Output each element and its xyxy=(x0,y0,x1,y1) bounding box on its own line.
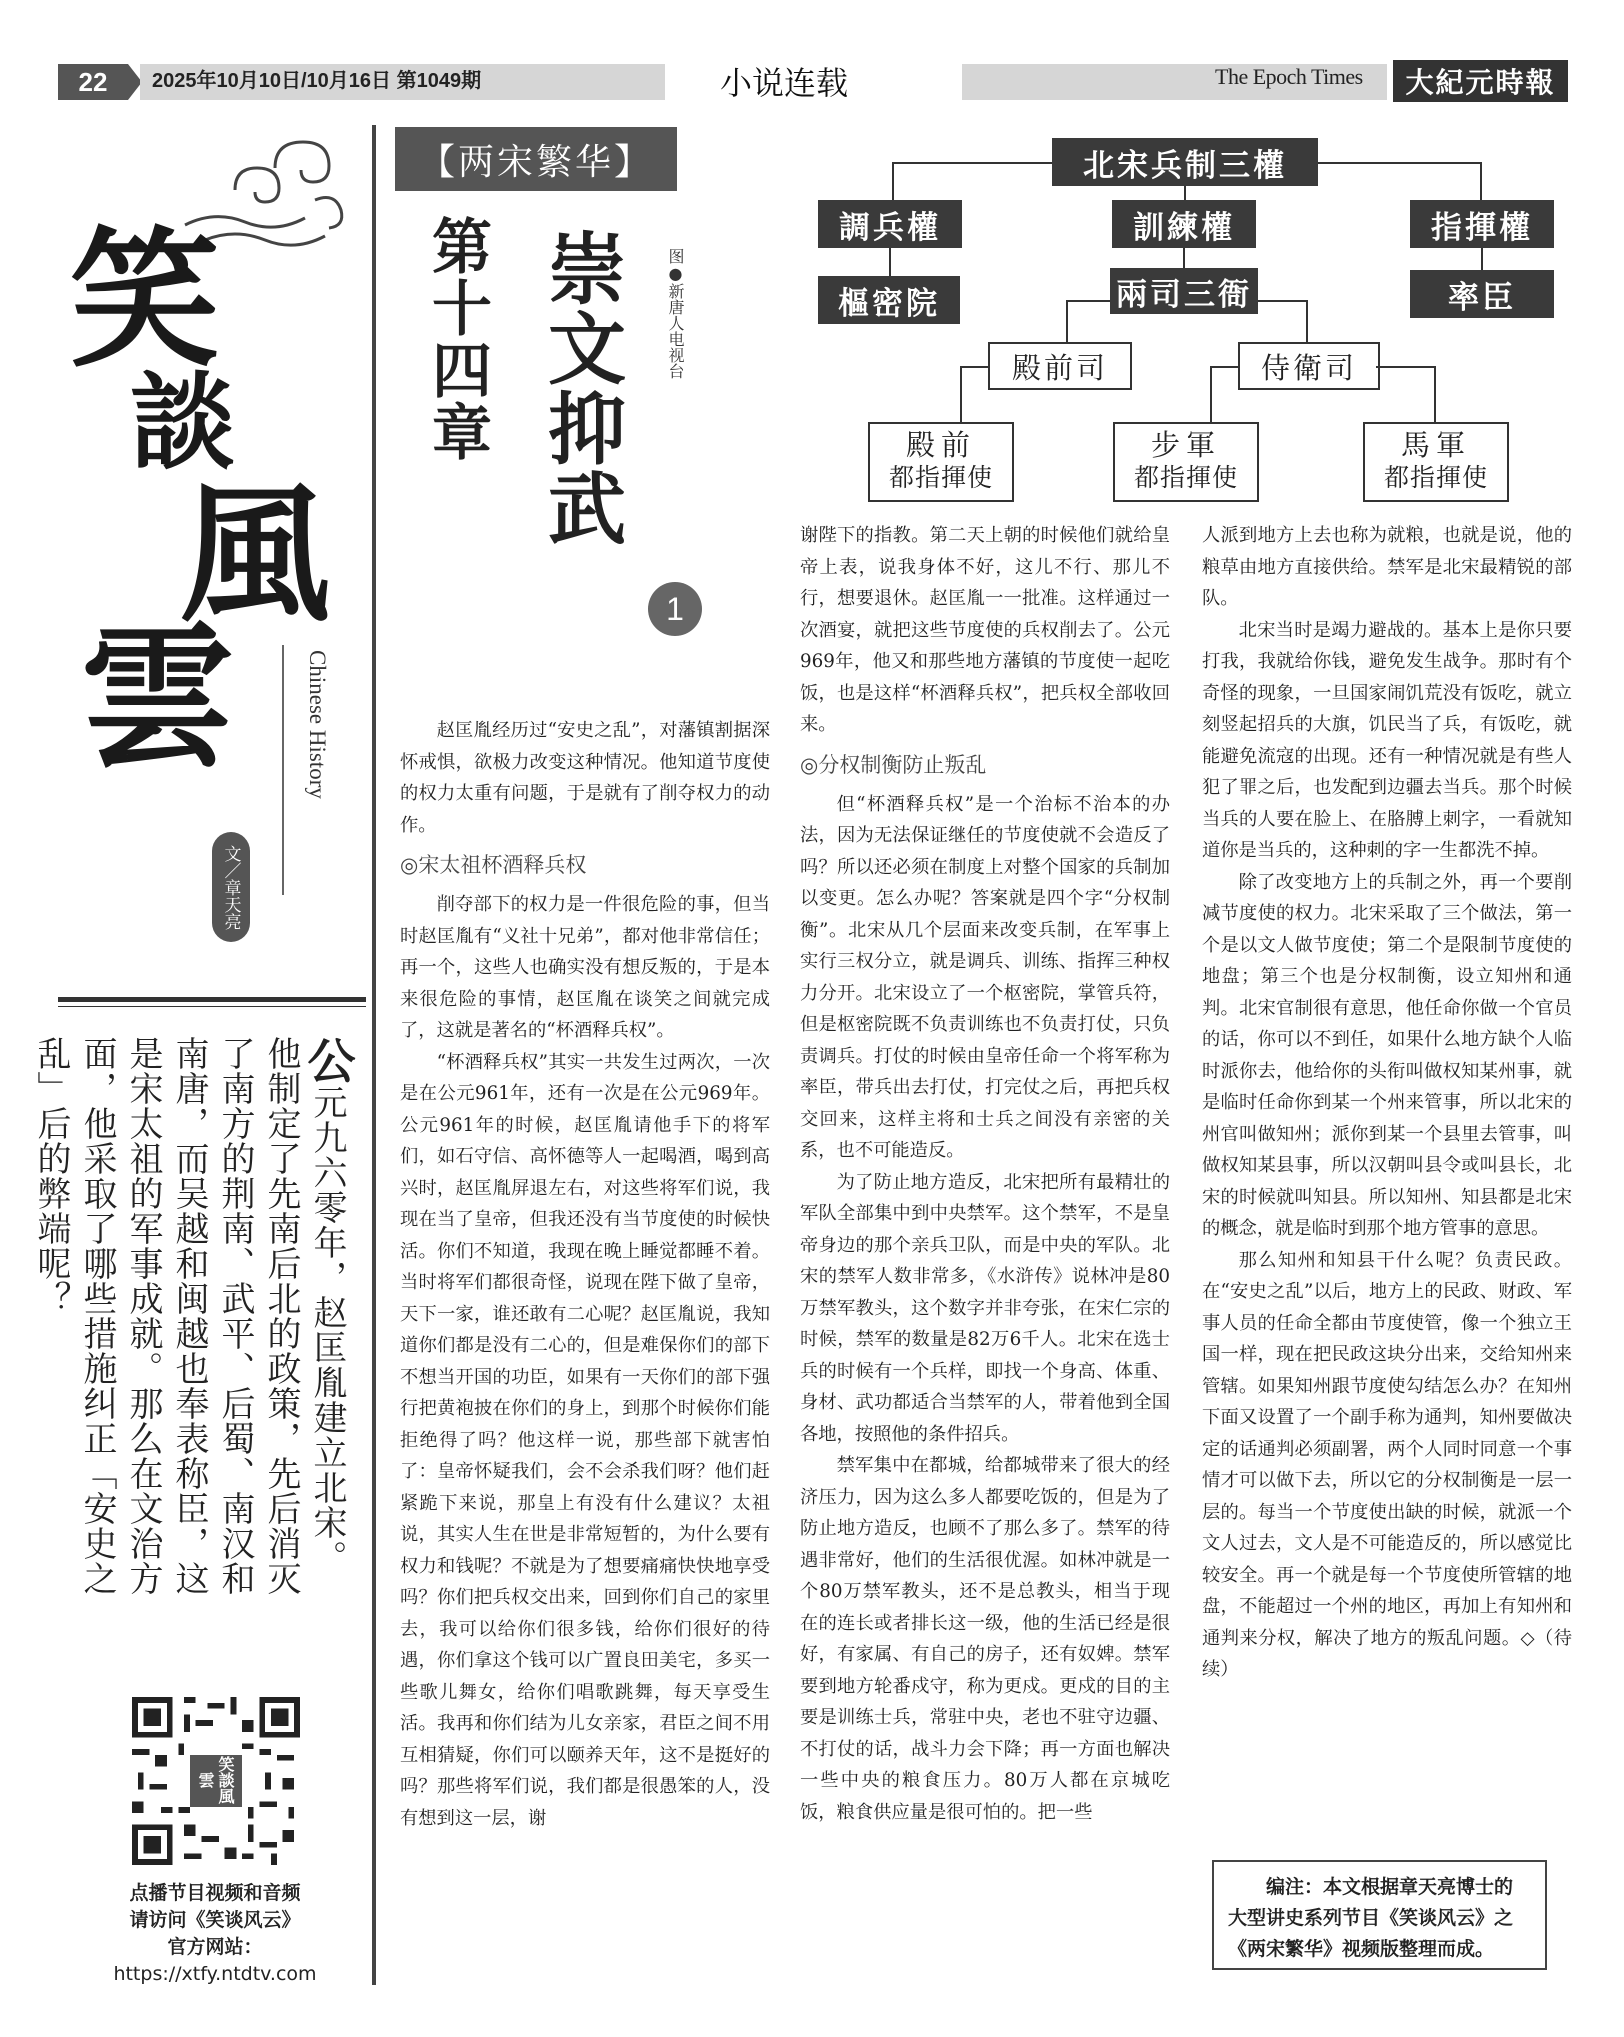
connector xyxy=(1066,300,1068,344)
qr-caption xyxy=(70,1880,360,1988)
part-number: 1 xyxy=(648,582,702,636)
article-column-3 xyxy=(1202,520,1572,1686)
website-link[interactable]: https://xtfy.ntdtv.com xyxy=(113,1963,317,1985)
paragraph: 但“杯酒释兵权”是一个治标不治本的办法，因为无法保证继任的节度使就不会造反了吗？所以还必须在制度上对整个国家的兵制加以变更。怎么办呢？答案就是四个字“分权制衡”。北宋从几个层面来改变兵制，在军事上实行三权分立，就是调兵、训练、指挥三种权力分开。北宋设立了一个枢密院，掌管兵符，但是枢密院既不负责训练也不负责打仗，只负责调兵。打仗的时候由皇帝任命一个将军称为率臣，带兵出去打仗，打完仗之后，再把兵权交回来，这样主将和士兵之间没有亲密的关系，也不可能造反。 xyxy=(800,793,1170,1161)
column-title-char: 笑 xyxy=(70,212,221,388)
article-title: 崇文抑武 xyxy=(535,228,626,548)
qr-caption-line: 点播节目视频和音频 xyxy=(129,1882,301,1904)
divider-thick xyxy=(58,997,366,1002)
diagram-node-l2: 兩司三衙 xyxy=(1110,268,1258,314)
paragraph: 削夺部下的权力是一件很危险的事，但当时赵匡胤有“义社十兄弟”，都对他非常信任；再一个，这些人也确实没有想反叛的，于是本来很危险的事情，赵匡胤在谈笑之间就完成了，这就是著名的“杯酒释兵权”。 xyxy=(400,894,770,1041)
connector xyxy=(1184,186,1186,200)
connector xyxy=(1258,300,1308,302)
intro-dropcap: 公 xyxy=(299,1036,355,1085)
chapter-label: 第十四章 xyxy=(422,215,492,463)
divider-thin xyxy=(58,1006,366,1007)
node-title: 殿前 xyxy=(905,428,976,462)
connector xyxy=(1480,162,1482,200)
masthead-logo: 大紀元時報 xyxy=(1393,60,1568,102)
section-title: 小说连载 xyxy=(720,64,849,102)
masthead-english: The Epoch Times xyxy=(1215,64,1363,89)
article-column-2 xyxy=(800,520,1170,1828)
image-credit: 图●新唐人电视台 xyxy=(666,248,685,379)
node-title: 馬軍 xyxy=(1400,428,1471,462)
diagram-node-l3: 侍衛司 xyxy=(1238,342,1380,390)
qr-caption-line: 请访问《笑谈风云》 xyxy=(129,1909,301,1931)
connector xyxy=(1318,162,1480,164)
node-title: 步軍 xyxy=(1150,428,1221,462)
column-english-title: Chinese History xyxy=(305,650,330,799)
paragraph: 北宋当时是竭力避战的。基本上是你只要打我，我就给你钱，避免发生战争。那时有个奇怪的现象，一旦国家闹饥荒没有饭吃，就立刻竖起招兵的大旗，饥民当了兵，有饭吃，就能避免流寇的出现。还有一种情况就是有些人犯了罪之后，也发配到边疆去当兵。那个时候当兵的人要在脸上、在胳膊上刺字，一看就知道你是当兵的，这种刺的字一生都洗不掉。 xyxy=(1202,619,1572,861)
column-title-char: 談 xyxy=(130,360,236,484)
intro-text: 元九六零年，赵匡胤建立北宋。他制定了先南后北的政策，先后消灭了南方的荆南、武平、后蜀、南汉和南唐，而吴越和闽越也奉表称臣，这是宋太祖的军事成就。那么在文治方面，他采取了哪些措施纠正「安史之乱」后的弊端呢？ xyxy=(31,1036,347,1596)
author-badge: 文／章天亮 xyxy=(212,832,250,942)
subheading: ◎分权制衡防止叛乱 xyxy=(800,752,987,777)
paragraph: “杯酒释兵权”其实一共发生过两次，一次是在公元961年，还有一次是在公元969年。公元961年的时候，赵匡胤请他手下的将军们，如石守信、高怀德等人一起喝酒，喝到高兴时，赵匡胤屏退左右，对这些将军们说，我现在当了皇帝，但我还没有当节度使的时候快活。你们不知道，我现在晚上睡觉都睡不着。当时将军们都很奇怪，说现在陛下做了皇帝，天下一家，谁还敢有二心呢？赵匡胤说，我知道你们都是没有二心的，但是难保你们的部下不想当开国的功臣，如果有一天你们的部下强行把黄袍披在你们的身上，到那个时候你们能拒绝得了吗？他这样一说，那些部下就害怕了：皇帝怀疑我们，会不会杀我们呀？他们赶紧跪下来说，那皇上有没有什么建议？太祖说，其实人生在世是非常短暂的，为什么要有权力和钱呢？不就是为了想要痛痛快快地享受吗？你们把兵权交出来，回到你们自己的家里去，我可以给你们很多钱，给你们很好的待遇，你们拿这个钱可以广置良田美宅，多买一些歌儿舞女，给你们唱歌跳舞，每天享受生活。我再和你们结为儿女亲家，君臣之间不用互相猜疑，你们可以颐养天年，这不是挺好的吗？那些将军们说，我们都是很愚笨的人，没有想到这一层，谢 xyxy=(400,1051,770,1829)
connector xyxy=(1183,248,1185,268)
diagram-node-l2: 率臣 xyxy=(1410,270,1554,318)
diagram-node-l1: 調兵權 xyxy=(818,200,962,248)
connector xyxy=(1434,366,1436,422)
connector xyxy=(1306,300,1308,344)
node-subtitle: 都指揮使 xyxy=(1133,463,1238,492)
series-banner: 【两宋繁华】 xyxy=(395,127,677,191)
connector xyxy=(1066,300,1110,302)
title-divider xyxy=(282,645,284,895)
paragraph: 除了改变地方上的兵制之外，再一个要削减节度使的权力。北宋采取了三个做法，第一个是以文人做节度使；第二个是限制节度使的地盘；第三个也是分权制衡，设立知州和通判。北宋官制很有意思，他任命你做一个官员的话，你可以不到任，如果什么地方缺个人临时派你去，他给你的头衔叫做权知某州事，就是临时任命你到某一个州来管事，所以北宋的州官叫做知州；派你到某一个县里去管事，叫做权知某县事，所以汉朝叫县令或叫县长，北宋的时候就叫知县。所以知州、知县都是北宋的概念，就是临时到那个地方管事的意思。 xyxy=(1202,871,1572,1239)
page-number: 22 xyxy=(58,64,128,100)
paragraph: 赵匡胤经历过“安史之乱”，对藩镇割据深怀戒惧，欲极力改变这种情况。他知道节度使的权力太重有问题，于是就有了削夺权力的动作。 xyxy=(400,720,770,836)
paragraph: 禁军集中在都城，给都城带来了很大的经济压力，因为这么多人都要吃饭的，但是为了防止地方造反，也顾不了那么多了。禁军的待遇非常好，他们的生活很优渥。如林冲就是一个80万禁军教头，还不是总教头，相当于现在的连长或者排长这一级，他的生活已经是很好，有家属、有自己的房子，还有奴婢。禁军要到地方轮番戍守，称为更戍。更戍的目的主要是训练士兵，常驻中央，老也不驻守边疆、不打仗的话，战斗力会下降；再一方面也解决一些中央的粮食压力。80万人都在京城吃饭，粮食供应量是很可怕的。把一些 xyxy=(800,1455,1170,1823)
paragraph: 为了防止地方造反，北宋把所有最精壮的军队全部集中到中央禁军。这个禁军，不是皇帝身边的那个亲兵卫队，而是中央的军队。北宋的禁军人数非常多，《水浒传》说林冲是80万禁军教头，这个数字并非夸张，在宋仁宗的时候，禁军的数量是82万6千人。北宋在选士兵的时候有一个兵样，即找一个身高、体重、身材、武功都适合当禁军的人，带着他到全国各地，按照他的条件招兵。 xyxy=(800,1171,1170,1445)
connector xyxy=(960,366,988,368)
qr-center-logo: 笑談風雲 xyxy=(196,1756,235,1804)
article-column-1 xyxy=(400,715,770,1834)
diagram-node-l4 xyxy=(1363,422,1509,502)
paragraph: 人派到地方上去也称为就粮，也就是说，他的粮草由地方直接供给。禁军是北宋最精锐的部队。 xyxy=(1202,525,1572,609)
subheading: ◎宋太祖杯酒释兵权 xyxy=(400,853,587,877)
column-divider xyxy=(372,125,376,1985)
paragraph: 那么知州和知县干什么呢？负责民政。在“安史之乱”以后，地方上的民政、财政、军事人员的任命全都由节度使管，像一个独立王国一样，现在把民政这块分出来，交给知州来管辖。如果知州跟节度使勾结怎么办？在知州下面又设置了一个副手称为通判，知州要做决定的话通判必须副署，两个人同时同意一个事情才可以做下去，所以它的分权制衡是一层一层的。每当一个节度使出缺的时候，就派一个文人过去，文人是不可能造反的，所以感觉比较安全。再一个就是每一个节度使所管辖的地盘，不能超过一个州的地区，再加上有知州和通判来分权，解决了地方的叛乱问题。◇（待续） xyxy=(1202,1249,1572,1680)
column-title-char: 雲 xyxy=(80,606,235,789)
connector xyxy=(1376,366,1436,368)
diagram-node-l4 xyxy=(1113,422,1259,502)
editor-note xyxy=(1212,1860,1547,1970)
paragraph: 谢陛下的指教。第二天上朝的时候他们就给皇帝上表，说我身体不好，这儿不行、那儿不行，想要退休。赵匡胤一一批准。这样通过一次酒宴，就把这些节度使的兵权削去了。公元969年，他又和那些地方藩镇的节度使一起吃饭，也是这样“杯酒释兵权”，把兵权全部收回来。 xyxy=(800,525,1170,735)
connector xyxy=(892,162,1052,164)
column-intro xyxy=(31,1036,355,1596)
diagram-node-l1: 指揮權 xyxy=(1410,200,1554,248)
connector xyxy=(892,162,894,200)
connector xyxy=(960,366,962,422)
connector xyxy=(889,248,891,276)
diagram-node-l3: 殿前司 xyxy=(988,342,1132,390)
connector xyxy=(1210,366,1238,368)
node-subtitle: 都指揮使 xyxy=(1383,463,1488,492)
node-subtitle: 都指揮使 xyxy=(888,463,993,492)
diagram-node-l4 xyxy=(868,422,1014,502)
diagram-node-l2: 樞密院 xyxy=(818,276,960,324)
diagram-node-l1: 訓練權 xyxy=(1112,200,1256,248)
issue-date: 2025年10月10日/10月16日 第1049期 xyxy=(152,70,482,92)
column-title-char: 風 xyxy=(180,467,331,643)
connector xyxy=(1481,248,1483,270)
diagram-root: 北宋兵制三權 xyxy=(1052,138,1318,186)
qr-caption-line: 官方网站： xyxy=(167,1936,263,1958)
connector xyxy=(1210,366,1212,422)
editor-note-text: 编注：本文根据章天亮博士的大型讲史系列节目《笑谈风云》之《两宋繁华》视频版整理而成。 xyxy=(1228,1876,1514,1960)
